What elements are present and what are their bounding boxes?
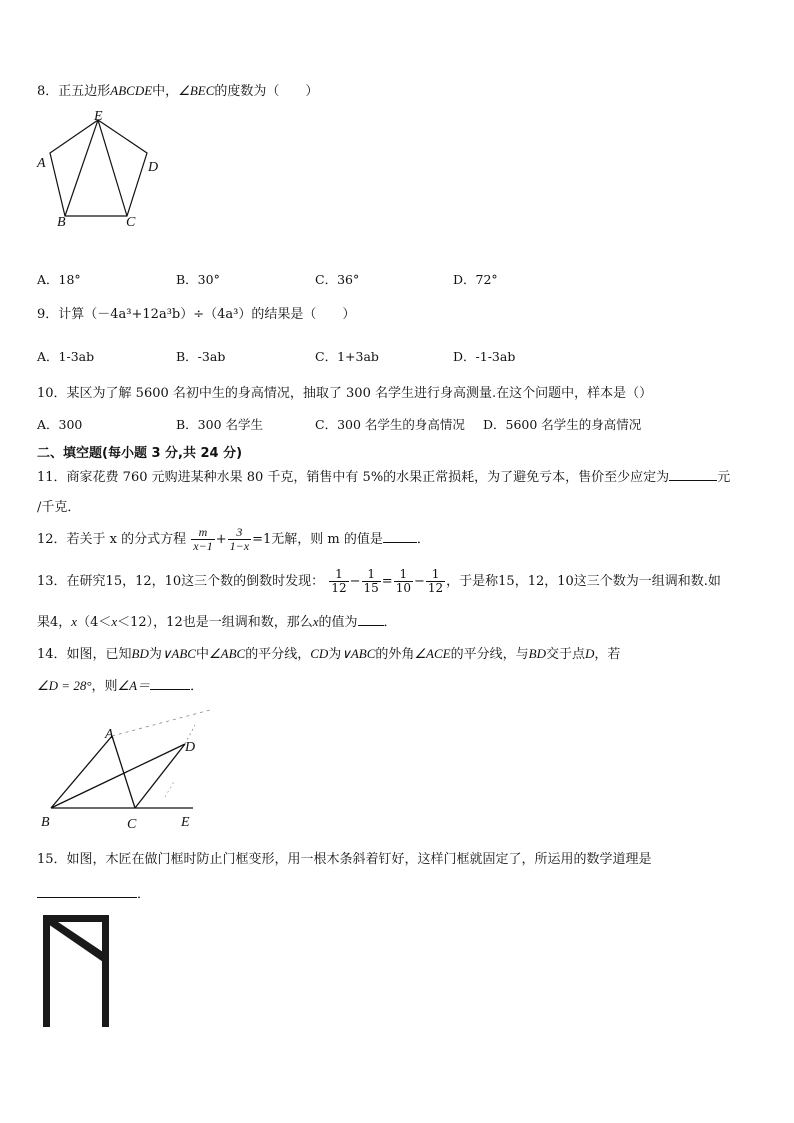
- q8-option-b: B．30°: [176, 272, 220, 287]
- q12-fraction-1: $\frac{m}{x-1}$: [193, 525, 213, 553]
- bisector-label-e: E: [181, 815, 190, 830]
- q9-option-c: C．1+3ab: [315, 349, 379, 364]
- pentagon-label-d: D: [148, 160, 159, 175]
- q12-stem: 12．若关于 x 的分式方程 $\frac{m}{x-1}$ + $\frac{3}{1-x}$ =1无解，则 m 的值是 ．: [37, 525, 430, 553]
- pentagon-label-b: B: [57, 215, 66, 230]
- q11-line1: 11．商家花费 760 元购进某种水果 80 千克，销售中有 5%的水果正常损耗，为了避免亏本，售价至少应定为 元: [37, 470, 731, 485]
- q14-line1: 14．如图，已知BD为∨ABC中∠ABC的平分线，CD为∨ABC的外角∠ACE的平分线，与BD交于点D，若: [37, 646, 621, 662]
- pentagon-figure: [30, 105, 170, 235]
- q8-option-a: A．18°: [37, 272, 81, 287]
- q13-answer-blank[interactable]: [358, 613, 384, 626]
- q8-stem: 8．正五边形ABCDE中，∠BEC的度数为（ ）: [37, 83, 319, 99]
- bisector-label-a: A: [105, 727, 114, 742]
- bisector-figure: [35, 705, 220, 835]
- pentagon-label-e: E: [94, 109, 103, 124]
- q11-answer-blank[interactable]: [669, 468, 717, 481]
- q11-line2: /千克．: [37, 500, 81, 515]
- q13-fraction-2: $\frac{1}{15}$: [363, 567, 379, 595]
- q9-stem: 9．计算（－4a³+12a³b）÷（4a³）的结果是（ ）: [37, 307, 356, 322]
- q14-answer-blank[interactable]: [150, 677, 190, 690]
- section-fill-in-title: 二、填空题(每小题 3 分,共 24 分): [37, 446, 243, 461]
- q9-option-b: B．-3ab: [176, 349, 226, 364]
- q12-answer-blank[interactable]: [383, 530, 417, 543]
- q9-option-a: A．1-3ab: [37, 349, 95, 364]
- q14-line2: ∠D = 28°，则∠A＝ ．: [37, 678, 204, 694]
- q10-stem: 10．某区为了解 5600 名初中生的身高情况，抽取了 300 名学生进行身高测量.在这个问题中，样本是（）: [37, 386, 653, 401]
- q10-option-d: D．5600 名学生的身高情况: [483, 417, 642, 432]
- q10-option-a: A．300: [37, 417, 83, 432]
- q10-option-b: B．300 名学生: [176, 417, 264, 432]
- door-frame-figure: [40, 912, 115, 1030]
- q13-line2: 果4，x（4＜x＜12），12也是一组调和数，那么x的值为 ．: [37, 614, 397, 630]
- q12-fraction-2: $\frac{3}{1-x}$: [229, 525, 250, 553]
- q15-answer-blank[interactable]: [37, 885, 137, 898]
- pentagon-label-a: A: [37, 156, 46, 171]
- q15-stem: 15．如图，木匠在做门框时防止门框变形，用一根木条斜着钉好，这样门框就固定了，所运用的数学道理是: [37, 852, 652, 867]
- bisector-label-d: D: [185, 740, 196, 755]
- q13-fraction-3: $\frac{1}{10}$: [395, 567, 411, 595]
- q13-fraction-4: $\frac{1}{12}$: [427, 567, 444, 595]
- q13-fraction-1: $\frac{1}{12}$: [331, 567, 347, 595]
- q10-option-c: C．300 名学生的身高情况: [315, 417, 465, 432]
- bisector-label-b: B: [41, 815, 50, 830]
- q8-option-c: C．36°: [315, 272, 360, 287]
- q9-option-d: D．-1-3ab: [453, 349, 516, 364]
- q13-line1: 13．在研究15，12，10这三个数的倒数时发现： $\frac{1}{12}$ − $\frac{1}{15}$ = $\frac{1}{10}$ − $\frac{1}{12}$ ，于是称15，12，10这三个数为一组调和数.如: [37, 567, 721, 595]
- q8-option-d: D．72°: [453, 272, 498, 287]
- q15-answer-line: ．: [37, 885, 150, 904]
- bisector-label-c: C: [127, 817, 137, 832]
- pentagon-label-c: C: [126, 215, 136, 230]
